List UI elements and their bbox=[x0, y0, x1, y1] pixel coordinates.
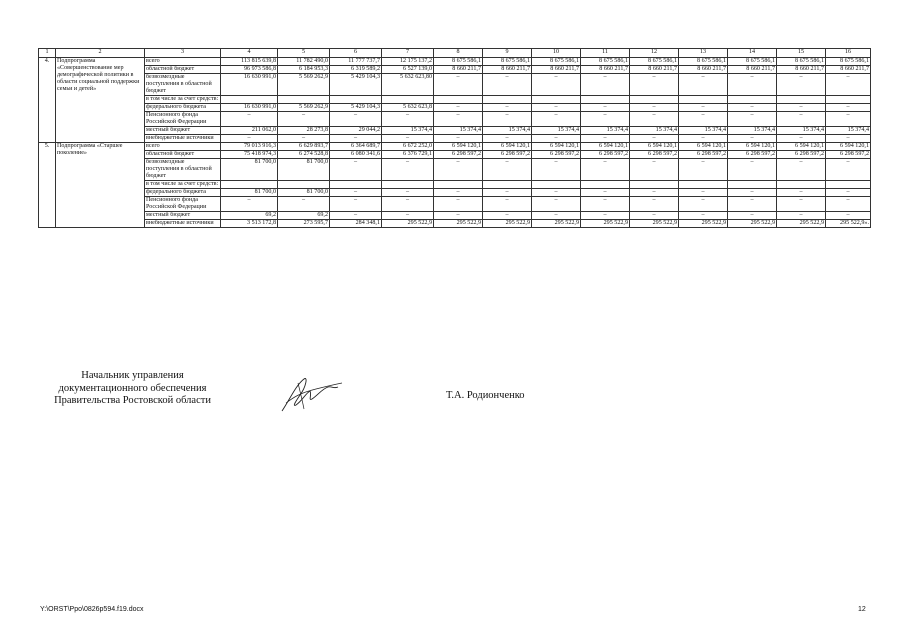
value-cell: – bbox=[777, 104, 826, 112]
column-number-cell: 15 bbox=[777, 49, 826, 58]
funding-source-label: местный бюджет bbox=[145, 127, 221, 135]
value-cell: 295 522,9 bbox=[483, 220, 532, 228]
value-cell: – bbox=[483, 212, 532, 220]
value-cell: 6 672 252,0 bbox=[382, 143, 434, 151]
value-cell: – bbox=[483, 104, 532, 112]
value-cell: 6 274 528,8 bbox=[278, 151, 330, 159]
funding-source-label: областной бюджет bbox=[145, 151, 221, 159]
value-cell: 8 660 211,7 bbox=[483, 66, 532, 74]
value-cell: 8 675 586,1 bbox=[679, 58, 728, 66]
signer-name: Т.А. Родионченко bbox=[446, 390, 525, 401]
value-cell: 11 777 737,7 bbox=[330, 58, 382, 66]
value-cell: – bbox=[777, 74, 826, 96]
value-cell: – bbox=[581, 74, 630, 96]
value-cell bbox=[581, 96, 630, 104]
value-cell: 6 080 341,6 bbox=[330, 151, 382, 159]
value-cell: – bbox=[581, 112, 630, 127]
funding-source-label: безвозмездные поступления в областной бюджет bbox=[145, 159, 221, 181]
value-cell: – bbox=[679, 135, 728, 143]
value-cell: 81 700,0 bbox=[221, 159, 278, 181]
value-cell: – bbox=[679, 189, 728, 197]
value-cell: 15 374,4 bbox=[728, 127, 777, 135]
value-cell bbox=[679, 181, 728, 189]
table-row bbox=[39, 197, 871, 212]
value-cell: 6 527 139,0 bbox=[382, 66, 434, 74]
value-cell: 15 374,4 bbox=[434, 127, 483, 135]
value-cell: 16 630 991,0 bbox=[221, 74, 278, 96]
value-cell: 8 660 211,7 bbox=[679, 66, 728, 74]
table-row bbox=[39, 151, 871, 159]
column-number-cell: 8 bbox=[434, 49, 483, 58]
column-number-cell: 14 bbox=[728, 49, 777, 58]
footer-file-path: Y:\ORST\Ppo\0826p594.f19.docx bbox=[40, 606, 144, 613]
value-cell: 69,2 bbox=[221, 212, 278, 220]
value-cell: – bbox=[532, 104, 581, 112]
value-cell: – bbox=[434, 74, 483, 96]
value-cell: – bbox=[728, 135, 777, 143]
table-row bbox=[39, 74, 871, 96]
value-cell: – bbox=[630, 189, 679, 197]
value-cell: – bbox=[777, 159, 826, 181]
value-cell: – bbox=[679, 212, 728, 220]
value-cell bbox=[221, 181, 278, 189]
value-cell: 8 660 211,7 bbox=[630, 66, 679, 74]
value-cell: – bbox=[728, 159, 777, 181]
budget-table bbox=[38, 48, 871, 228]
value-cell bbox=[278, 96, 330, 104]
value-cell: – bbox=[826, 135, 871, 143]
column-number-cell: 13 bbox=[679, 49, 728, 58]
value-cell: – bbox=[330, 189, 382, 197]
value-cell: 295 522,9». bbox=[826, 220, 871, 228]
value-cell: – bbox=[434, 135, 483, 143]
table-row bbox=[39, 135, 871, 143]
value-cell: 6 594 120,1 bbox=[483, 143, 532, 151]
column-number-cell: 12 bbox=[630, 49, 679, 58]
value-cell: 6 594 120,1 bbox=[777, 143, 826, 151]
value-cell: – bbox=[581, 104, 630, 112]
row-number-cell: 4. bbox=[39, 58, 56, 143]
value-cell bbox=[630, 181, 679, 189]
value-cell: 15 374,4 bbox=[630, 127, 679, 135]
value-cell: – bbox=[532, 159, 581, 181]
value-cell: – bbox=[826, 212, 871, 220]
value-cell: – bbox=[532, 74, 581, 96]
value-cell: – bbox=[532, 197, 581, 212]
value-cell: – bbox=[330, 159, 382, 181]
value-cell: 5 632 623,8 bbox=[382, 104, 434, 112]
table-row bbox=[39, 66, 871, 74]
value-cell: – bbox=[581, 189, 630, 197]
value-cell: – bbox=[434, 189, 483, 197]
value-cell: 6 298 597,2 bbox=[483, 151, 532, 159]
row-number-cell: 5. bbox=[39, 143, 56, 228]
value-cell: – bbox=[630, 104, 679, 112]
value-cell: – bbox=[728, 189, 777, 197]
value-cell: 295 522,9 bbox=[728, 220, 777, 228]
value-cell bbox=[777, 96, 826, 104]
column-number-cell: 16 bbox=[826, 49, 871, 58]
column-number-cell: 4 bbox=[221, 49, 278, 58]
value-cell: – bbox=[483, 112, 532, 127]
value-cell: 79 013 916,3 bbox=[221, 143, 278, 151]
funding-source-label: всего bbox=[145, 143, 221, 151]
position-line: Начальник управления bbox=[81, 370, 184, 381]
funding-source-label: в том числе за счет средств: bbox=[145, 181, 221, 189]
value-cell: 8 660 211,7 bbox=[581, 66, 630, 74]
value-cell: – bbox=[679, 104, 728, 112]
table-row bbox=[39, 143, 871, 151]
value-cell: 6 298 597,2 bbox=[826, 151, 871, 159]
value-cell: 6 364 689,7 bbox=[330, 143, 382, 151]
funding-source-label: в том числе за счет средств: bbox=[145, 96, 221, 104]
value-cell: – bbox=[434, 112, 483, 127]
value-cell: 295 522,9 bbox=[581, 220, 630, 228]
value-cell: – bbox=[382, 135, 434, 143]
value-cell: – bbox=[532, 112, 581, 127]
value-cell: 8 660 211,7 bbox=[532, 66, 581, 74]
funding-source-label: федерального бюджета bbox=[145, 104, 221, 112]
funding-source-label: Пенсионного фонда Российской Федерации bbox=[145, 112, 221, 127]
value-cell: 15 374,4 bbox=[532, 127, 581, 135]
value-cell: 6 319 589,2 bbox=[330, 66, 382, 74]
value-cell: – bbox=[826, 189, 871, 197]
value-cell bbox=[630, 96, 679, 104]
value-cell: 6 298 597,2 bbox=[728, 151, 777, 159]
value-cell: – bbox=[532, 135, 581, 143]
value-cell: 6 298 597,2 bbox=[581, 151, 630, 159]
value-cell: 28 273,8 bbox=[278, 127, 330, 135]
value-cell: 12 175 137,2 bbox=[382, 58, 434, 66]
value-cell: – bbox=[728, 212, 777, 220]
value-cell: 15 374,4 bbox=[826, 127, 871, 135]
value-cell: – bbox=[826, 159, 871, 181]
table-row bbox=[39, 181, 871, 189]
value-cell: 295 522,9 bbox=[382, 220, 434, 228]
value-cell: 8 675 586,1 bbox=[826, 58, 871, 66]
handwritten-signature bbox=[276, 373, 346, 415]
value-cell bbox=[330, 181, 382, 189]
value-cell: 81 700,0 bbox=[221, 189, 278, 197]
value-cell: 6 629 893,7 bbox=[278, 143, 330, 151]
column-number-cell: 7 bbox=[382, 49, 434, 58]
value-cell: – bbox=[777, 189, 826, 197]
value-cell: – bbox=[278, 112, 330, 127]
table-row bbox=[39, 159, 871, 181]
value-cell: 81 700,0 bbox=[278, 159, 330, 181]
value-cell: 6 298 597,2 bbox=[679, 151, 728, 159]
value-cell: 6 298 597,2 bbox=[434, 151, 483, 159]
value-cell bbox=[278, 181, 330, 189]
value-cell: – bbox=[483, 197, 532, 212]
value-cell: – bbox=[434, 212, 483, 220]
value-cell bbox=[330, 96, 382, 104]
value-cell: 5 429 104,3 bbox=[330, 104, 382, 112]
value-cell bbox=[728, 181, 777, 189]
position-line: документационного обеспечения bbox=[58, 382, 207, 394]
value-cell: – bbox=[777, 212, 826, 220]
value-cell: – bbox=[330, 212, 382, 220]
value-cell: 5 569 262,9 bbox=[278, 74, 330, 96]
value-cell: – bbox=[581, 159, 630, 181]
table-row bbox=[39, 220, 871, 228]
value-cell: 5 632 623,80 bbox=[382, 74, 434, 96]
value-cell: – bbox=[728, 197, 777, 212]
value-cell bbox=[382, 181, 434, 189]
value-cell: – bbox=[679, 112, 728, 127]
funding-source-label: внебюджетные источники bbox=[145, 220, 221, 228]
value-cell: – bbox=[532, 212, 581, 220]
funding-source-label: областной бюджет bbox=[145, 66, 221, 74]
value-cell bbox=[581, 181, 630, 189]
value-cell: 8 675 586,1 bbox=[728, 58, 777, 66]
funding-source-label: Пенсионного фонда Российской Федерации bbox=[145, 197, 221, 212]
table-row bbox=[39, 104, 871, 112]
value-cell: 96 973 586,8 bbox=[221, 66, 278, 74]
value-cell: 6 298 597,2 bbox=[532, 151, 581, 159]
column-number-cell: 9 bbox=[483, 49, 532, 58]
value-cell: 295 522,9 bbox=[532, 220, 581, 228]
value-cell: – bbox=[434, 159, 483, 181]
value-cell: – bbox=[777, 112, 826, 127]
value-cell: 273 595,7 bbox=[278, 220, 330, 228]
value-cell: – bbox=[630, 197, 679, 212]
value-cell: 3 513 172,8 bbox=[221, 220, 278, 228]
value-cell bbox=[382, 96, 434, 104]
value-cell: – bbox=[330, 197, 382, 212]
value-cell: 8 675 586,1 bbox=[777, 58, 826, 66]
value-cell: 16 630 991,0 bbox=[221, 104, 278, 112]
column-number-cell: 2 bbox=[56, 49, 145, 58]
value-cell: 8 660 211,7 bbox=[777, 66, 826, 74]
value-cell: 29 044,2 bbox=[330, 127, 382, 135]
value-cell: – bbox=[330, 112, 382, 127]
value-cell: – bbox=[630, 159, 679, 181]
value-cell: 6 594 120,1 bbox=[532, 143, 581, 151]
funding-source-label: безвозмездные поступления в областной бюджет bbox=[145, 74, 221, 96]
value-cell bbox=[532, 181, 581, 189]
value-cell: – bbox=[330, 135, 382, 143]
value-cell: – bbox=[581, 212, 630, 220]
column-number-cell: 3 bbox=[145, 49, 221, 58]
value-cell: – bbox=[221, 135, 278, 143]
value-cell: 6 594 120,1 bbox=[630, 143, 679, 151]
value-cell: 5 569 262,9 bbox=[278, 104, 330, 112]
value-cell: – bbox=[483, 189, 532, 197]
value-cell: – bbox=[679, 197, 728, 212]
value-cell: – bbox=[777, 197, 826, 212]
value-cell bbox=[777, 181, 826, 189]
value-cell: 295 522,9 bbox=[434, 220, 483, 228]
value-cell: – bbox=[728, 112, 777, 127]
value-cell: – bbox=[532, 189, 581, 197]
value-cell: 113 815 639,8 bbox=[221, 58, 278, 66]
value-cell: – bbox=[382, 189, 434, 197]
page-number: 12 bbox=[858, 606, 866, 613]
value-cell: 211 062,0 bbox=[221, 127, 278, 135]
value-cell: 15 374,4 bbox=[581, 127, 630, 135]
position-line: Правительства Ростовской области bbox=[54, 395, 211, 406]
value-cell: 6 594 120,1 bbox=[434, 143, 483, 151]
table-row bbox=[39, 189, 871, 197]
funding-source-label: местный бюджет bbox=[145, 212, 221, 220]
value-cell: 15 374,4 bbox=[483, 127, 532, 135]
value-cell: 11 782 490,0 bbox=[278, 58, 330, 66]
table-row bbox=[39, 96, 871, 104]
table-row bbox=[39, 212, 871, 220]
value-cell bbox=[483, 96, 532, 104]
value-cell: 15 374,4 bbox=[777, 127, 826, 135]
value-cell: 8 660 211,7 bbox=[434, 66, 483, 74]
value-cell: – bbox=[278, 135, 330, 143]
column-number-cell: 5 bbox=[278, 49, 330, 58]
table-row bbox=[39, 112, 871, 127]
value-cell: 6 594 120,1 bbox=[728, 143, 777, 151]
value-cell: 15 374,4 bbox=[382, 127, 434, 135]
value-cell: 6 594 120,1 bbox=[679, 143, 728, 151]
funding-source-label: всего bbox=[145, 58, 221, 66]
column-number-cell: 1 bbox=[39, 49, 56, 58]
value-cell: – bbox=[278, 197, 330, 212]
value-cell: – bbox=[630, 112, 679, 127]
value-cell: 8 660 211,7 bbox=[826, 66, 871, 74]
column-number-cell: 6 bbox=[330, 49, 382, 58]
value-cell: 81 700,0 bbox=[278, 189, 330, 197]
value-cell: – bbox=[581, 197, 630, 212]
value-cell: – bbox=[679, 159, 728, 181]
value-cell bbox=[679, 96, 728, 104]
value-cell: 6 594 120,1 bbox=[581, 143, 630, 151]
value-cell: – bbox=[434, 104, 483, 112]
value-cell bbox=[826, 96, 871, 104]
value-cell: – bbox=[581, 135, 630, 143]
funding-source-label: федерального бюджета bbox=[145, 189, 221, 197]
value-cell: 6 184 953,3 bbox=[278, 66, 330, 74]
column-number-cell: 11 bbox=[581, 49, 630, 58]
value-cell: – bbox=[221, 112, 278, 127]
value-cell: – bbox=[483, 159, 532, 181]
value-cell bbox=[826, 181, 871, 189]
value-cell: – bbox=[777, 135, 826, 143]
value-cell bbox=[483, 181, 532, 189]
value-cell: – bbox=[826, 104, 871, 112]
value-cell: – bbox=[826, 74, 871, 96]
value-cell bbox=[434, 96, 483, 104]
value-cell: – bbox=[382, 197, 434, 212]
value-cell: – bbox=[382, 112, 434, 127]
value-cell: 6 594 120,1 bbox=[826, 143, 871, 151]
program-name-cell: Подпрограмма «Старшее поколение» bbox=[56, 143, 145, 228]
column-number-cell: 10 bbox=[532, 49, 581, 58]
value-cell: 8 675 586,1 bbox=[434, 58, 483, 66]
value-cell: – bbox=[826, 197, 871, 212]
value-cell: – bbox=[434, 197, 483, 212]
value-cell bbox=[532, 96, 581, 104]
value-cell: – bbox=[679, 74, 728, 96]
value-cell: 6 298 597,2 bbox=[777, 151, 826, 159]
value-cell: – bbox=[728, 104, 777, 112]
value-cell: 6 298 597,2 bbox=[630, 151, 679, 159]
value-cell: – bbox=[630, 212, 679, 220]
value-cell: – bbox=[826, 112, 871, 127]
value-cell bbox=[434, 181, 483, 189]
value-cell: 6 376 729,1 bbox=[382, 151, 434, 159]
table-row bbox=[39, 127, 871, 135]
value-cell: – bbox=[630, 135, 679, 143]
header-row bbox=[39, 49, 871, 58]
signature-position bbox=[40, 370, 225, 408]
value-cell: – bbox=[630, 74, 679, 96]
value-cell: 5 429 104,3 bbox=[330, 74, 382, 96]
value-cell: 8 660 211,7 bbox=[728, 66, 777, 74]
value-cell: 75 418 974,3 bbox=[221, 151, 278, 159]
value-cell bbox=[221, 96, 278, 104]
value-cell: 8 675 586,1 bbox=[532, 58, 581, 66]
value-cell: – bbox=[382, 159, 434, 181]
value-cell bbox=[728, 96, 777, 104]
value-cell: – bbox=[728, 74, 777, 96]
value-cell: – bbox=[382, 212, 434, 220]
value-cell: – bbox=[483, 74, 532, 96]
value-cell: 295 522,9 bbox=[777, 220, 826, 228]
value-cell: 15 374,4 bbox=[679, 127, 728, 135]
value-cell: 8 675 586,1 bbox=[581, 58, 630, 66]
value-cell: 295 522,9 bbox=[679, 220, 728, 228]
value-cell: – bbox=[483, 135, 532, 143]
value-cell: – bbox=[221, 197, 278, 212]
value-cell: 284 348,1 bbox=[330, 220, 382, 228]
table-row bbox=[39, 58, 871, 66]
value-cell: 8 675 586,1 bbox=[630, 58, 679, 66]
value-cell: 295 522,9 bbox=[630, 220, 679, 228]
program-name-cell: Подпрограмма «Совершенствование мер демографической политики в области социальной поддержки семьи и детей» bbox=[56, 58, 145, 143]
value-cell: 69,2 bbox=[278, 212, 330, 220]
value-cell: 8 675 586,1 bbox=[483, 58, 532, 66]
funding-source-label: внебюджетные источники bbox=[145, 135, 221, 143]
